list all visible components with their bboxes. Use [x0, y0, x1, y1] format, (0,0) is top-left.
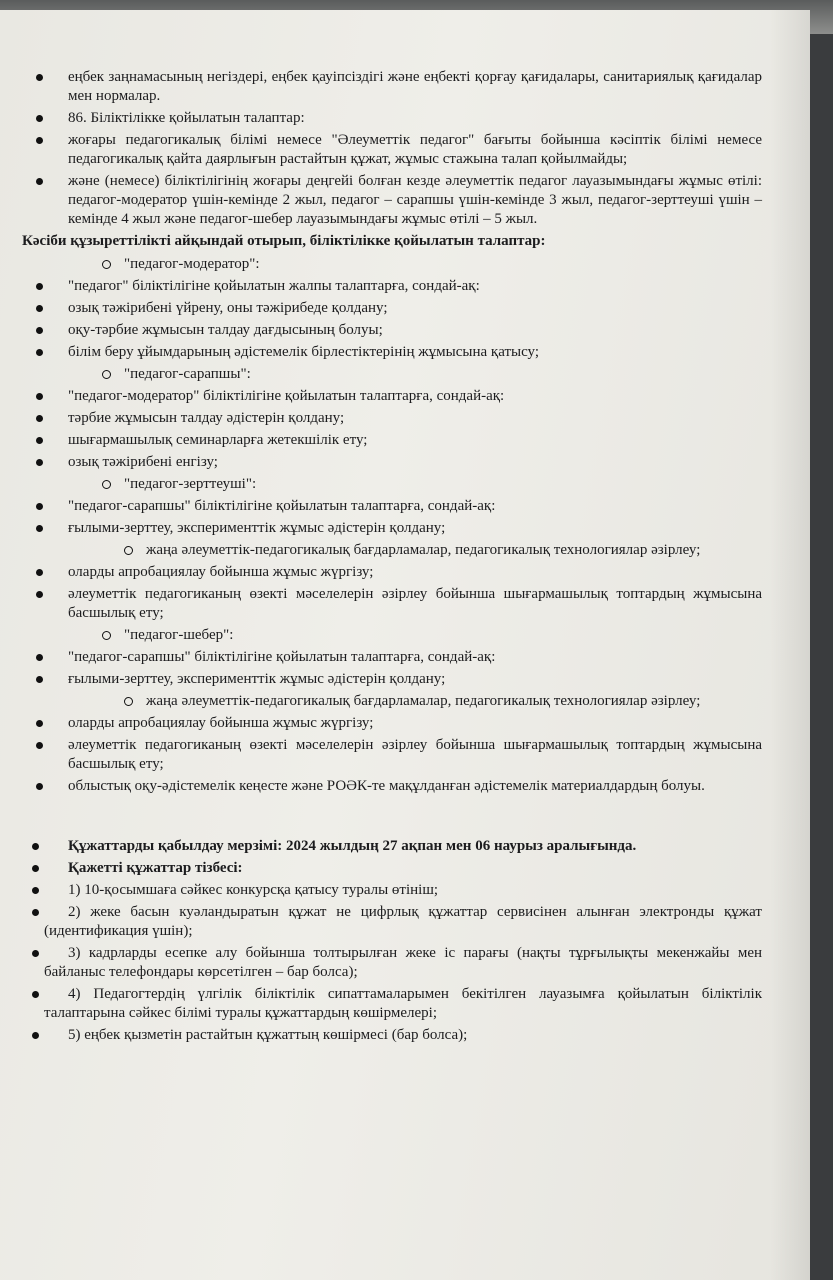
- list-item: оларды апробациялау бойынша жұмыс жүргізу;: [22, 563, 762, 582]
- list-item: "педагог-модератор" біліктілігіне қойылатын талаптарға, сондай-ақ:: [22, 387, 762, 406]
- list-item: білім беру ұйымдарының әдістемелік бірлестіктерінің жұмысына қатысу;: [22, 343, 762, 362]
- list-item: озық тәжірибені үйрену, оны тәжірибеде қолдану;: [22, 299, 762, 318]
- list-item: 86. Біліктілікке қойылатын талаптар:: [22, 109, 762, 128]
- list-item: еңбек заңнамасының негіздері, еңбек қауіпсіздігі және еңбекті қорғау қағидалары, санитариялық қағидалар мен нормалар.: [22, 68, 762, 106]
- list-item: оқу-тәрбие жұмысын талдау дағдысының болуы;: [22, 321, 762, 340]
- document-list-item: 3) кадрларды есепке алу бойынша толтырылған жеке іс парағы (нақты тұрғылықты мекенжайы мен байланыс телефондары көрсетілген – бар болса);: [22, 944, 762, 982]
- subsection-title-moderator: "педагог-модератор":: [22, 255, 762, 274]
- section-heading: Кәсіби құзыреттілікті айқындай отырып, біліктілікке қойылатын талаптар:: [22, 233, 546, 249]
- document-list-item: 1) 10-қосымшаға сәйкес конкурсқа қатысу туралы өтініш;: [22, 881, 762, 900]
- subsection-title-master: "педагог-шебер":: [22, 626, 762, 645]
- subsection-title-expert: "педагог-сарапшы":: [22, 365, 762, 384]
- list-item: озық тәжірибені енгізу;: [22, 453, 762, 472]
- subsection-title-researcher: "педагог-зерттеуші":: [22, 475, 762, 494]
- document-list-item: 5) еңбек қызметін растайтын құжаттың көшірмесі (бар болса);: [22, 1026, 762, 1045]
- list-item: әлеуметтік педагогиканың өзекті мәселелерін әзірлеу бойынша шығармашылық топтардың жұмысына басшылық ету;: [22, 736, 762, 774]
- list-item: ғылыми-зерттеу, эксперименттік жұмыс әдістерін қолдану;: [22, 519, 762, 538]
- document-list-item: 2) жеке басын куәландыратын құжат не цифрлық құжаттар сервисінен алынған электронды құжат (идентификация үшін);: [22, 903, 762, 941]
- document-body: [22, 68, 762, 1048]
- list-item: шығармашылық семинарларға жетекшілік ету;: [22, 431, 762, 450]
- list-item: облыстық оқу-әдістемелік кеңесте және РОӘК-те мақұлданған әдістемелік материалдардың болуы.: [22, 777, 762, 796]
- list-item: әлеуметтік педагогиканың өзекті мәселелерін әзірлеу бойынша шығармашылық топтардың жұмысына басшылық ету;: [22, 585, 762, 623]
- list-item: және (немесе) біліктілігінің жоғары деңгейі болған кезде әлеуметтік педагог лауазымындағы жұмыс өтілі: педагог-модератор үшін-кемінде 2 жыл, педагог – сарапшы үшін-кемінде 3 жыл, педагог-зерттеуші үшін – кемінде 4 жыл және педагог-шебер лауазымындағы жұмыс өтілі – 5 жыл.: [22, 172, 762, 229]
- list-item: ғылыми-зерттеу, эксперименттік жұмыс әдістерін қолдану;: [22, 670, 762, 689]
- sub-list-item: жаңа әлеуметтік-педагогикалық бағдарламалар, педагогикалық технологиялар әзірлеу;: [22, 541, 762, 560]
- list-item: тәрбие жұмысын талдау әдістерін қолдану;: [22, 409, 762, 428]
- list-item: "педагог-сарапшы" біліктілігіне қойылатын талаптарға, сондай-ақ:: [22, 497, 762, 516]
- list-item: жоғары педагогикалық білімі немесе "Әлеуметтік педагог" бағыты бойынша кәсіптік білімі немесе педагогикалық қайта даярлығын растайтын құжат, жұмыс стажына талап қойылмайды;: [22, 131, 762, 169]
- list-item: "педагог" біліктілігіне қойылатын жалпы талаптарға, сондай-ақ:: [22, 277, 762, 296]
- spacer: [22, 799, 762, 837]
- deadline-text: Құжаттарды қабылдау мерзімі: 2024 жылдың 27 ақпан мен 06 наурыз аралығында.: [22, 837, 762, 856]
- document-list-item: 4) Педагогтердің үлгілік біліктілік сипаттамаларымен бекітілген лауазымға қойылатын біліктілік талаптарына сәйкес білімі туралы құжаттардың көшірмелері;: [22, 985, 762, 1023]
- list-item: "педагог-сарапшы" біліктілігіне қойылатын талаптарға, сондай-ақ:: [22, 648, 762, 667]
- document-page: [0, 10, 810, 1280]
- sub-list-item: жаңа әлеуметтік-педагогикалық бағдарламалар, педагогикалық технологиялар әзірлеу;: [22, 692, 762, 711]
- list-item: оларды апробациялау бойынша жұмыс жүргізу;: [22, 714, 762, 733]
- documents-heading: Қажетті құжаттар тізбесі:: [22, 859, 762, 878]
